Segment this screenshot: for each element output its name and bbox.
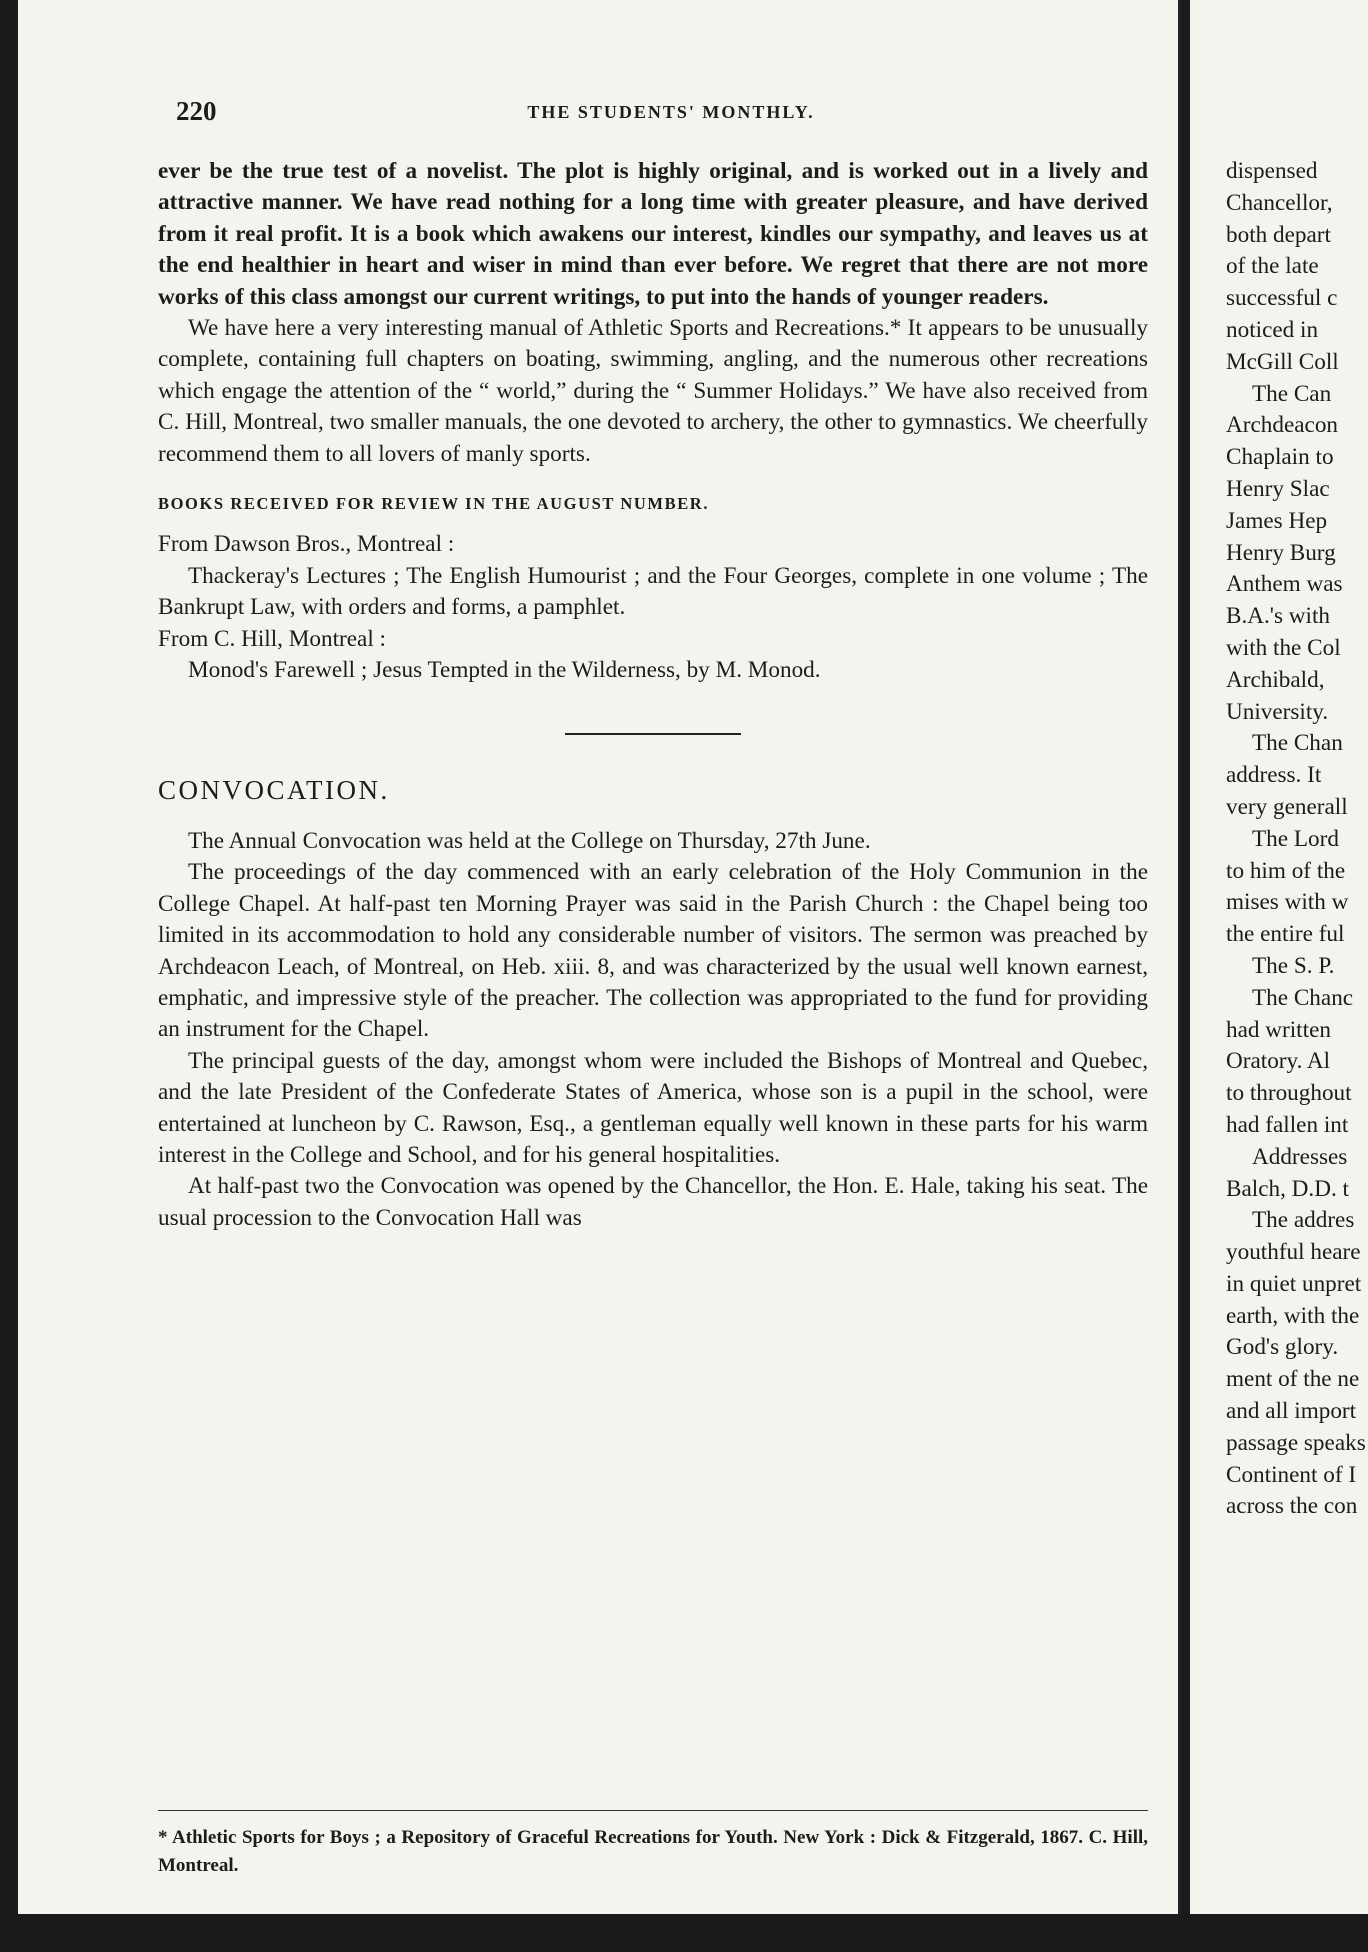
right-page: [1190, 0, 1368, 1914]
right-line: Archdeacon: [1226, 412, 1339, 439]
footnote-rule: [158, 1810, 1148, 1811]
right-line: youthful heare: [1226, 1239, 1361, 1266]
right-line: Oratory. Al: [1226, 1048, 1331, 1075]
convocation-paragraph-4: At half-past two the Convocation was opened by the Chancellor, the Hon. E. Hale, taking his seat. The usual procession to the Convocation Hall was: [158, 1173, 1148, 1231]
right-line: Addresses: [1252, 1143, 1348, 1170]
books-source-hill: From C. Hill, Montreal :: [158, 625, 387, 652]
right-line: Henry Burg: [1226, 539, 1336, 566]
right-line: Chaplain to: [1226, 444, 1334, 471]
right-line: The Chanc: [1252, 984, 1354, 1011]
right-line: very generall: [1226, 793, 1348, 820]
right-line: God's glory.: [1226, 1334, 1339, 1361]
right-line: Chancellor,: [1226, 189, 1333, 216]
right-line: across the con: [1226, 1493, 1358, 1520]
right-line: The S. P.: [1252, 952, 1335, 979]
footnote: * Athletic Sports for Boys ; a Repository of Graceful Recreations for Youth. New York : Dick & Fitzgerald, 1867. C. Hill, Montreal.: [158, 1827, 1148, 1876]
right-line: successful c: [1226, 285, 1338, 312]
page-header: [176, 96, 1166, 132]
right-line: had written: [1226, 1016, 1331, 1043]
right-line: McGill Coll: [1226, 348, 1339, 375]
convocation-paragraph-1: The Annual Convocation was held at the College on Thursday, 27th June.: [188, 827, 871, 854]
right-line: ment of the ne: [1226, 1366, 1360, 1393]
right-line: passage speaks: [1226, 1429, 1366, 1456]
right-line: to him of the: [1226, 857, 1346, 884]
right-line: with the Col: [1226, 634, 1341, 661]
convocation-paragraph-2: The proceedings of the day commenced with an early celebration of the Holy Communion in the College Chapel. At half-past ten Morning Prayer was said in the Parish Church : the Chapel being too limited in its accommodation to hold any considerable number of visitors. The sermon was preached by Archdeacon Leach, of Montreal, on Heb. xiii. 8, and was characterized by the usual well known earnest, emphatic, and impressive style of the preacher. The collection was appropriated to the fund for providing an instrument for the Chapel.: [158, 859, 1148, 1043]
paragraph-athletic-manual: We have here a very interesting manual of Athletic Sports and Recreations.* It appears to be unusually complete, containing full chapters on boating, swimming, angling, and the numerous other recreations which engage the attention of the “ world,” during the “ Summer Holidays.” We have also received from C. Hill, Montreal, two smaller manuals, the one devoted to archery, the other to gymnastics. We cheerfully recommend them to all lovers of manly sports.: [158, 315, 1148, 467]
right-line: James Hep: [1226, 507, 1328, 534]
right-line: address. It: [1226, 762, 1322, 789]
right-line: dispensed: [1226, 158, 1318, 184]
section-divider: [565, 733, 741, 735]
right-line: The Can: [1252, 380, 1332, 407]
right-line: the entire ful: [1226, 921, 1345, 948]
main-text: [158, 156, 1148, 1234]
right-line: The addres: [1252, 1207, 1355, 1234]
right-line: mises with w: [1226, 889, 1349, 916]
right-line: had fallen int: [1226, 1111, 1349, 1138]
right-page-text: [1226, 156, 1368, 1523]
right-line: to throughout: [1226, 1080, 1352, 1107]
right-line: of the late: [1226, 253, 1319, 280]
right-line: Henry Slac: [1226, 475, 1330, 502]
right-line: The Chan: [1252, 730, 1343, 757]
right-line: B.A.'s with: [1226, 603, 1331, 630]
right-line: Balch, D.D. t: [1226, 1175, 1350, 1202]
right-line: earth, with the: [1226, 1302, 1360, 1329]
books-received-heading: BOOKS RECEIVED FOR REVIEW IN THE AUGUST NUMBER.: [158, 494, 710, 514]
running-title: THE STUDENTS' MONTHLY.: [527, 102, 815, 122]
page-number: 220: [176, 96, 217, 126]
right-line: The Lord: [1252, 825, 1339, 852]
right-line: both depart: [1226, 221, 1331, 248]
convocation-paragraph-3: The principal guests of the day, amongst whom were included the Bishops of Montreal and Quebec, and the late President of the Confederate States of America, whose son is a pupil in the school, were entertained at luncheon by C. Rawson, Esq., a gentleman equally well known in these parts for his warm interest in the College and School, and for his general hospitalities.: [158, 1047, 1148, 1168]
books-list-hill: Monod's Farewell ; Jesus Tempted in the Wilderness, by M. Monod.: [188, 657, 821, 684]
right-line: noticed in: [1226, 316, 1319, 343]
right-line: and all import: [1226, 1398, 1357, 1425]
right-line: Archibald,: [1226, 666, 1325, 693]
section-title: CONVOCATION.: [158, 774, 390, 805]
books-list-dawson: Thackeray's Lectures ; The English Humourist ; and the Four Georges, complete in one volume ; The Bankrupt Law, with orders and forms, a pamphlet.: [158, 562, 1148, 621]
right-line: in quiet unpret: [1226, 1270, 1362, 1297]
right-line: Anthem was: [1226, 571, 1343, 598]
right-line: University.: [1226, 698, 1329, 725]
right-line: Continent of I: [1226, 1461, 1357, 1488]
paragraph-review-end: ever be the true test of a novelist. The plot is highly original, and is worked out in a lively and attractive manner. We have read nothing for a long time with greater pleasure, and have derived from it real profit. It is a book which awakens our interest, kindles our sympathy, and leaves us at the end healthier in heart and wiser in mind than ever before. We regret that there are not more works of this class amongst our current writings, to put into the hands of younger readers.: [158, 158, 1148, 310]
books-source-dawson: From Dawson Bros., Montreal :: [158, 531, 455, 558]
